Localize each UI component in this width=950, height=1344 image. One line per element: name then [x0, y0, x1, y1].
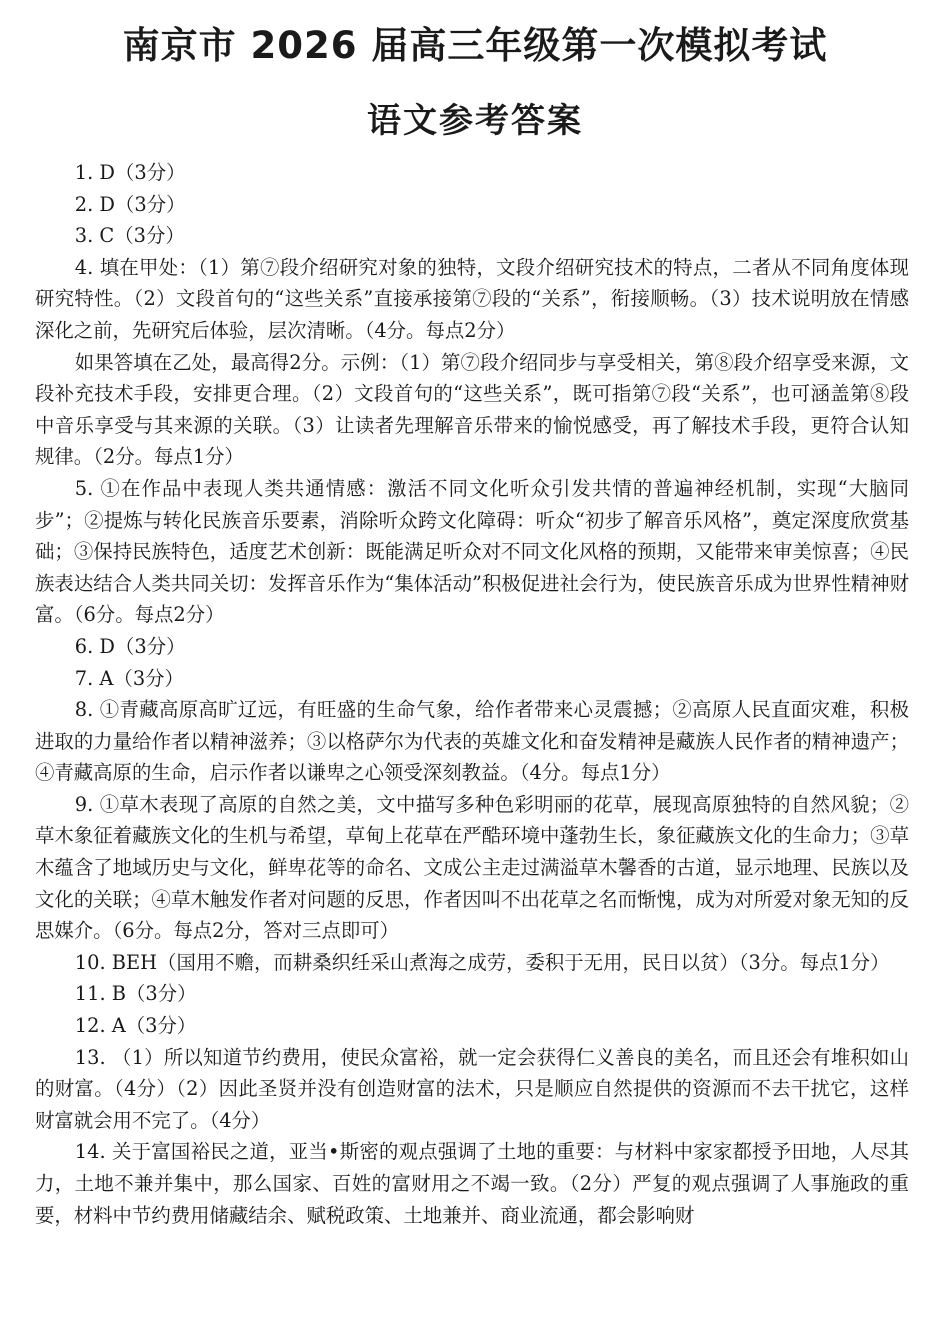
- answer-item: 1. D（3分）: [74, 161, 186, 184]
- answer-item: 12. A（3分）: [74, 1014, 197, 1038]
- answer-item: 8. ①青藏高原高旷辽远，有旺盛的生命气象，给作者带来心灵震撼；②高原人民直面灾难，积极进取的力量给作者以精神滋养；③以格萨尔为代表的英雄文化和奋发精神是藏族人民作者的精神遗产；④青藏高原的生命，启示作者以谦卑之心领受深刻教益。（4分。每点1分）: [35, 698, 909, 785]
- answer-item: 10. BEH（国用不赡，而耕桑织纴采山煮海之成劳，委积于无用，民日以贫）（3分。每点1分）: [74, 950, 890, 974]
- answer-item: 14. 关于富国裕民之道，亚当•斯密的观点强调了土地的重要：与材料中家家都授予田地，人尽其力，土地不兼并集中，那么国家、百姓的富财用之不竭一致。（2分）严复的观点强调了人事施政的重要，材料中节约费用储藏结余、赋税政策、土地兼并、商业流通，都会影响财: [35, 1140, 909, 1227]
- answer-list: [35, 157, 909, 1231]
- answer-key-title: 语文参考答案: [367, 101, 583, 141]
- answer-item: 4. 填在甲处：（1）第⑦段介绍研究对象的独特，文段介绍研究技术的特点，二者从不同角度体现研究特性。（2）文段首句的“这些关系”直接承接第⑦段的“关系”，衔接顺畅。（3）技术说明放在情感深化之前，先研究后体验，层次清晰。（4分。每点2分）: [35, 255, 909, 342]
- answer-item: 13. （1）所以知道节约费用，使民众富裕，就一定会获得仁义善良的美名，而且还会有堆积如山的财富。（4分）（2）因此圣贤并没有创造财富的法术，只是顺应自然提供的资源而不去干扰它，这样财富就会用不完了。（4分）: [35, 1045, 909, 1132]
- answer-item: 5. ①在作品中表现人类共通情感：激活不同文化听众引发共情的普遍神经机制，实现“大脑同步”；②提炼与转化民族音乐要素，消除听众跨文化障碍：听众“初步了解音乐风格”，奠定深度欣赏基础；③保持民族特色，适度艺术创新：既能满足听众对不同文化风格的预期，又能带来审美惊喜；④民族表达结合人类共同关切：发挥音乐作为“集体活动”积极促进社会行为，使民族音乐成为世界性精神财富。（6分。每点2分）: [35, 476, 909, 627]
- answer-item: 3. C（3分）: [74, 224, 185, 248]
- answer-item: 11. B（3分）: [74, 982, 197, 1006]
- answer-item: 2. D（3分）: [74, 192, 186, 216]
- answer-item: 如果答填在乙处，最高得2分。示例：（1）第⑦段介绍同步与享受相关，第⑧段介绍享受来源，文段补充技术手段，安排更合理。（2）文段首句的“这些关系”，既可指第⑦段“关系”，也可涵盖第⑧段中音乐享受与其来源的关联。（3）让读者先理解音乐带来的愉悦感受，再了解技术手段，更符合认知规律。（2分。每点1分）: [35, 350, 909, 469]
- answer-item: 9. ①草木表现了高原的自然之美，文中描写多种色彩明丽的花草，展现高原独特的自然风貌；②草木象征着藏族文化的生机与希望，草甸上花草在严酷环境中蓬勃生长，象征藏族文化的生命力；③草木蕴含了地域历史与文化，鲜卑花等的命名、文成公主走过满溢草木馨香的古道，显示地理、民族以及文化的关联；④草木触发作者对问题的反思，作者因叫不出花草之名而惭愧，成为对所爱对象无知的反思媒介。（6分。每点2分，答对三点即可）: [35, 792, 909, 943]
- answer-item: 7. A（3分）: [74, 666, 184, 690]
- exam-title: 南京市 2026 届高三年级第一次模拟考试: [122, 24, 828, 67]
- answer-item: 6. D（3分）: [74, 634, 186, 658]
